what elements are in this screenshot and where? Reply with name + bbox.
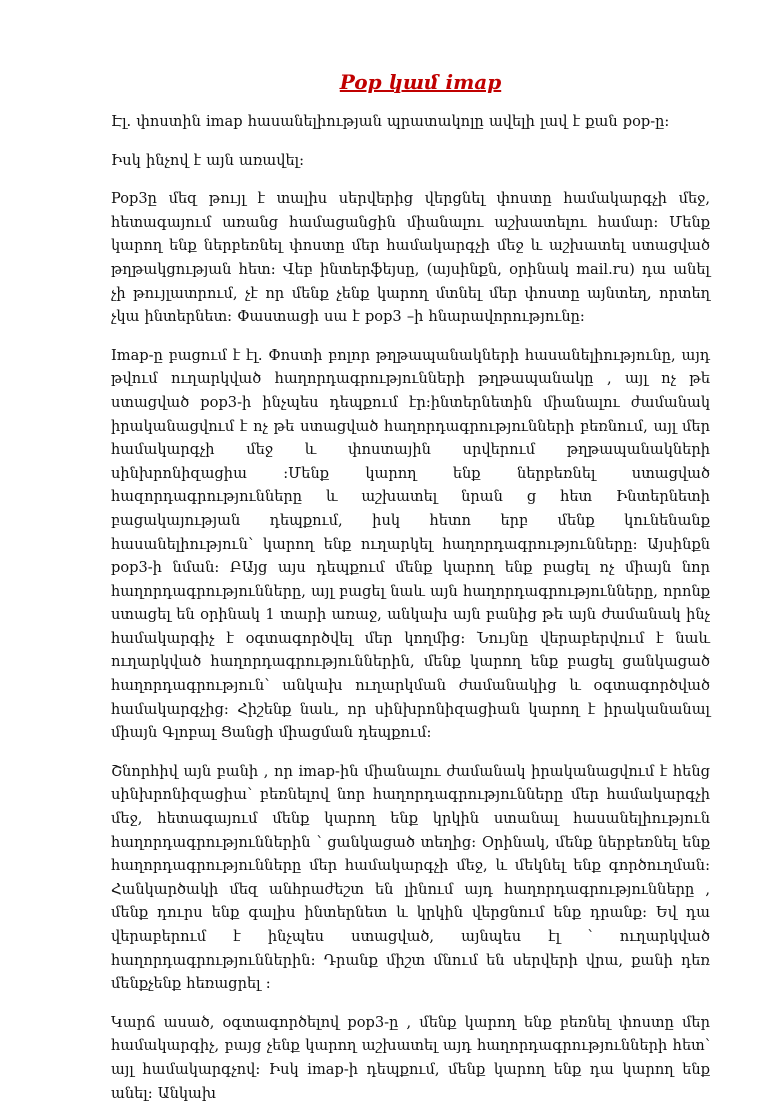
paragraph-question: Իսկ ինչով է այն առավել: [111, 151, 305, 169]
page-title: Pop կամ imap [339, 70, 502, 94]
paragraph-imap: Imap-ը բացում է էլ. Փոստի բոլոր թղթապանակների հասանելիությունը, այդ թվում ուղարկված հաղորդագրությունների թղթապանակը , այլ ոչ թե ստացված pop3-ի ինչպես դեպքում էր:ինտերնետին միանալու ժամանակ իրականացվում է ոչ թե ստացված հաղորդագրությունների բեռնում, այլ մեր համակարգչի մեջ և փոստային սրվերում թղթապանակների սինխրոնիզացիա :Մենք կարող ենք ներբեռնել ստացված հազորդագրությունները և աշխատել նրան ց հետ Ինտերնետի բացակայության դեպքում, իսկ հետո երբ մենք կունենանք հասանելիություն՝ կարող ենք ուղարկել հաղորդագրությունները: Այսինքն pop3-ի նման: ԲԱյց այս դեպքում մենք կարող ենք բացել ոչ միայն նոր հաղորդագրությունները, այլ բացել նաև այն հաղորդագրությունները, որոնք ստացել են օրինակ 1 տարի առաջ, անկախ այն բանից թե այն ժամանակ ինչ համակարգիչ է օգտագործվել մեր կողմից: Նույնը վերաբերվում է նաև ուղարկված հաղորդագրություններին, մենք կարող ենք բացել ցանկացած հաղորդագրություն՝ անկախ ուղարկման ժամանակից և օգտագործված համակարգչից: Հիշենք նաև, որ սինխրոնիզացիան կարող է իրականանալ միայն Գլոբալ Ցանցի միացման դեպքում: [111, 346, 710, 742]
paragraph-pop3: Pop3ը մեզ թույլ է տալիս սերվերից վերցնել փոստը համակարգչի մեջ, հետագայում առանց համացանցին միանալու աշխատելու համար: Մենք կարող ենք ներբեռնել փոստը մեր համակարգչի մեջ և աշխատել ստացված թղթակցության հետ: Վեբ ինտերֆեյսը, (այսինքն, օրինակ mail.ru) դա անել չի թույլատրում, չէ որ մենք չենք կարող մտնել մեր փոստը այնտեղ, որտեղ չկա ինտերնետ: Փաստացի սա է pop3 –ի հնարավորությունը: [111, 190, 710, 326]
paragraph-sync: Շնորհիվ այն բանի , որ imap-ին միանալու ժամանակ իրականացվում է հենց սինխրոնիզացիա՝ բեռնելով նոր հաղորդագրությունները մեր համակարգչի մեջ, հետագայում մենք կարող ենք կրկին ստանալ հասանելիություն հաղորդագրություններին ՝ ցանկացած տեղից: Օրինակ, մենք ներբեռնել ենք հաղորդագրությունները մեր համակարգչի մեջ, և մեկնել ենք գործուղման: Հանկարծակի մեզ անհրաժեշտ են լինում այդ հաղորդագրությունները , մենք դուրս ենք գալիս ինտերնետ և կրկին վերցնում ենք դրանք: Եվ դա վերաբերում է ինչպես ստացված, այնպես էլ ՝ ուղարկված հաղորդագրություններին: Դրանք միշտ մնում են սերվերի վրա, քանի դեռ մենքչենք հեռացրել : [111, 762, 710, 993]
paragraph-summary: Կարճ ասած, օգտագործելով pop3-ը , մենք կարող ենք բեռնել փոստը մեր համակարգիչ, բայց չենք կարող աշխատել այդ հաղորդագրությունների հետ՝ այլ համակարգչով: Իսկ imap-ի դեպքում, մենք կարող ենք դա կարող ենք անել: Անկախ [111, 1013, 710, 1102]
paragraph-intro: Էլ. փոստին imap հասանելիության պրատակոլը ավելի լավ է քան pop-ը: [111, 113, 670, 130]
